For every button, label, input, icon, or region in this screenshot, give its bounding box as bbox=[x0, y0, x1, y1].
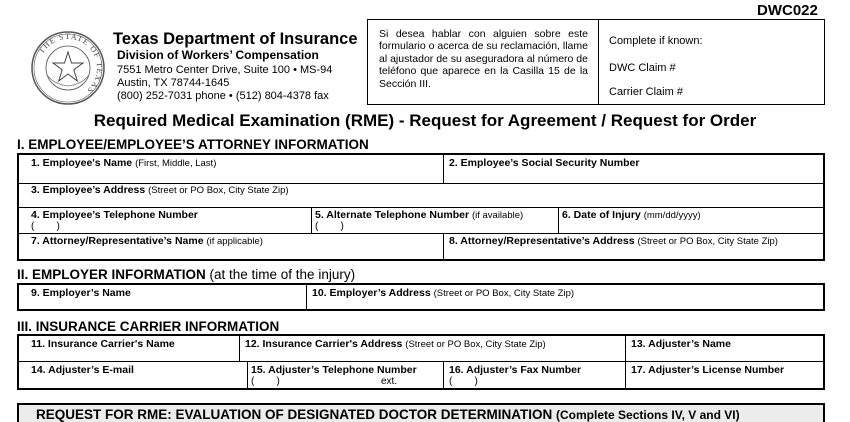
adjuster-phone-field[interactable]: 15. Adjuster’s Telephone Number bbox=[251, 364, 417, 376]
alternate-phone-field[interactable]: 5. Alternate Telephone Number (if available) bbox=[315, 209, 524, 221]
section3-grid bbox=[17, 334, 825, 390]
state-seal-icon bbox=[30, 30, 106, 106]
adjuster-email-field[interactable]: 14. Adjuster’s E-mail bbox=[31, 364, 134, 376]
section1-title: I. EMPLOYEE/EMPLOYEE’S ATTORNEY INFORMATION bbox=[17, 137, 369, 152]
claim-numbers-box bbox=[598, 19, 825, 105]
carrier-name-field[interactable]: 11. Insurance Carrier's Name bbox=[31, 338, 175, 350]
section2-grid bbox=[17, 283, 825, 311]
section1-grid bbox=[17, 153, 825, 261]
adjuster-name-field[interactable]: 13. Adjuster’s Name bbox=[631, 338, 731, 350]
rme-request-header: REQUEST FOR RME: EVALUATION OF DESIGNATED DOCTOR DETERMINATION (Complete Sections IV, V and VI) bbox=[17, 403, 825, 422]
employer-name-field[interactable]: 9. Employer’s Name bbox=[31, 287, 131, 299]
form-title: Required Medical Examination (RME) - Request for Agreement / Request for Order bbox=[93, 111, 757, 130]
employee-phone-area: ( ) bbox=[31, 221, 60, 232]
adjuster-license-field[interactable]: 17. Adjuster’s License Number bbox=[631, 364, 785, 376]
dwc-claim-field[interactable]: DWC Claim # bbox=[609, 62, 676, 74]
svg-text:THE STATE OF TEXAS: THE STATE OF TEXAS bbox=[36, 31, 105, 96]
agency-title: Texas Department of Insurance bbox=[113, 30, 358, 48]
form-number: DWC022 bbox=[757, 2, 818, 19]
employee-ssn-field[interactable]: 2. Employee’s Social Security Number bbox=[449, 157, 640, 169]
attorney-name-field[interactable]: 7. Attorney/Representative’s Name (if applicable) bbox=[31, 235, 263, 247]
agency-division: Division of Workers’ Compensation bbox=[117, 48, 319, 62]
employee-name-field[interactable]: 1. Employee's Name (First, Middle, Last) bbox=[31, 157, 217, 169]
adjuster-fax-area: ( ) bbox=[449, 376, 478, 387]
carrier-address-field[interactable]: 12. Insurance Carrier's Address (Street or PO Box, City State Zip) bbox=[245, 338, 546, 350]
alternate-phone-area: ( ) bbox=[315, 221, 344, 232]
attorney-address-field[interactable]: 8. Attorney/Representative’s Address (Street or PO Box, City State Zip) bbox=[449, 235, 778, 247]
section2-title: II. EMPLOYER INFORMATION (at the time of the injury) bbox=[17, 267, 356, 282]
agency-address-line1: 7551 Metro Center Drive, Suite 100 • MS-94 bbox=[117, 64, 333, 76]
section3-title: III. INSURANCE CARRIER INFORMATION bbox=[17, 319, 280, 334]
agency-address-line2: Austin, TX 78744-1645 bbox=[117, 77, 230, 89]
employee-address-field[interactable]: 3. Employee’s Address (Street or PO Box, City State Zip) bbox=[31, 184, 289, 196]
employee-phone-field[interactable]: 4. Employee’s Telephone Number bbox=[31, 209, 198, 221]
claim-box-heading: Complete if known: bbox=[609, 35, 703, 47]
agency-phone-fax: (800) 252-7031 phone • (512) 804-4378 fax bbox=[117, 90, 329, 102]
date-of-injury-field[interactable]: 6. Date of Injury (mm/dd/yyyy) bbox=[562, 209, 701, 221]
adjuster-fax-field[interactable]: 16. Adjuster’s Fax Number bbox=[449, 364, 582, 376]
adjuster-phone-ext: ext. bbox=[381, 376, 398, 387]
spanish-notice: Si desea hablar con alguien sobre este formulario o acerca de su reclamación, llame al ajustador de su aseguradora al número de teléfono que aparece en la Casilla 15 de la Sección III. bbox=[367, 19, 599, 105]
adjuster-phone-area: ( ) bbox=[251, 376, 280, 387]
carrier-claim-field[interactable]: Carrier Claim # bbox=[609, 86, 683, 98]
employer-address-field[interactable]: 10. Employer’s Address (Street or PO Box, City State Zip) bbox=[312, 287, 575, 299]
